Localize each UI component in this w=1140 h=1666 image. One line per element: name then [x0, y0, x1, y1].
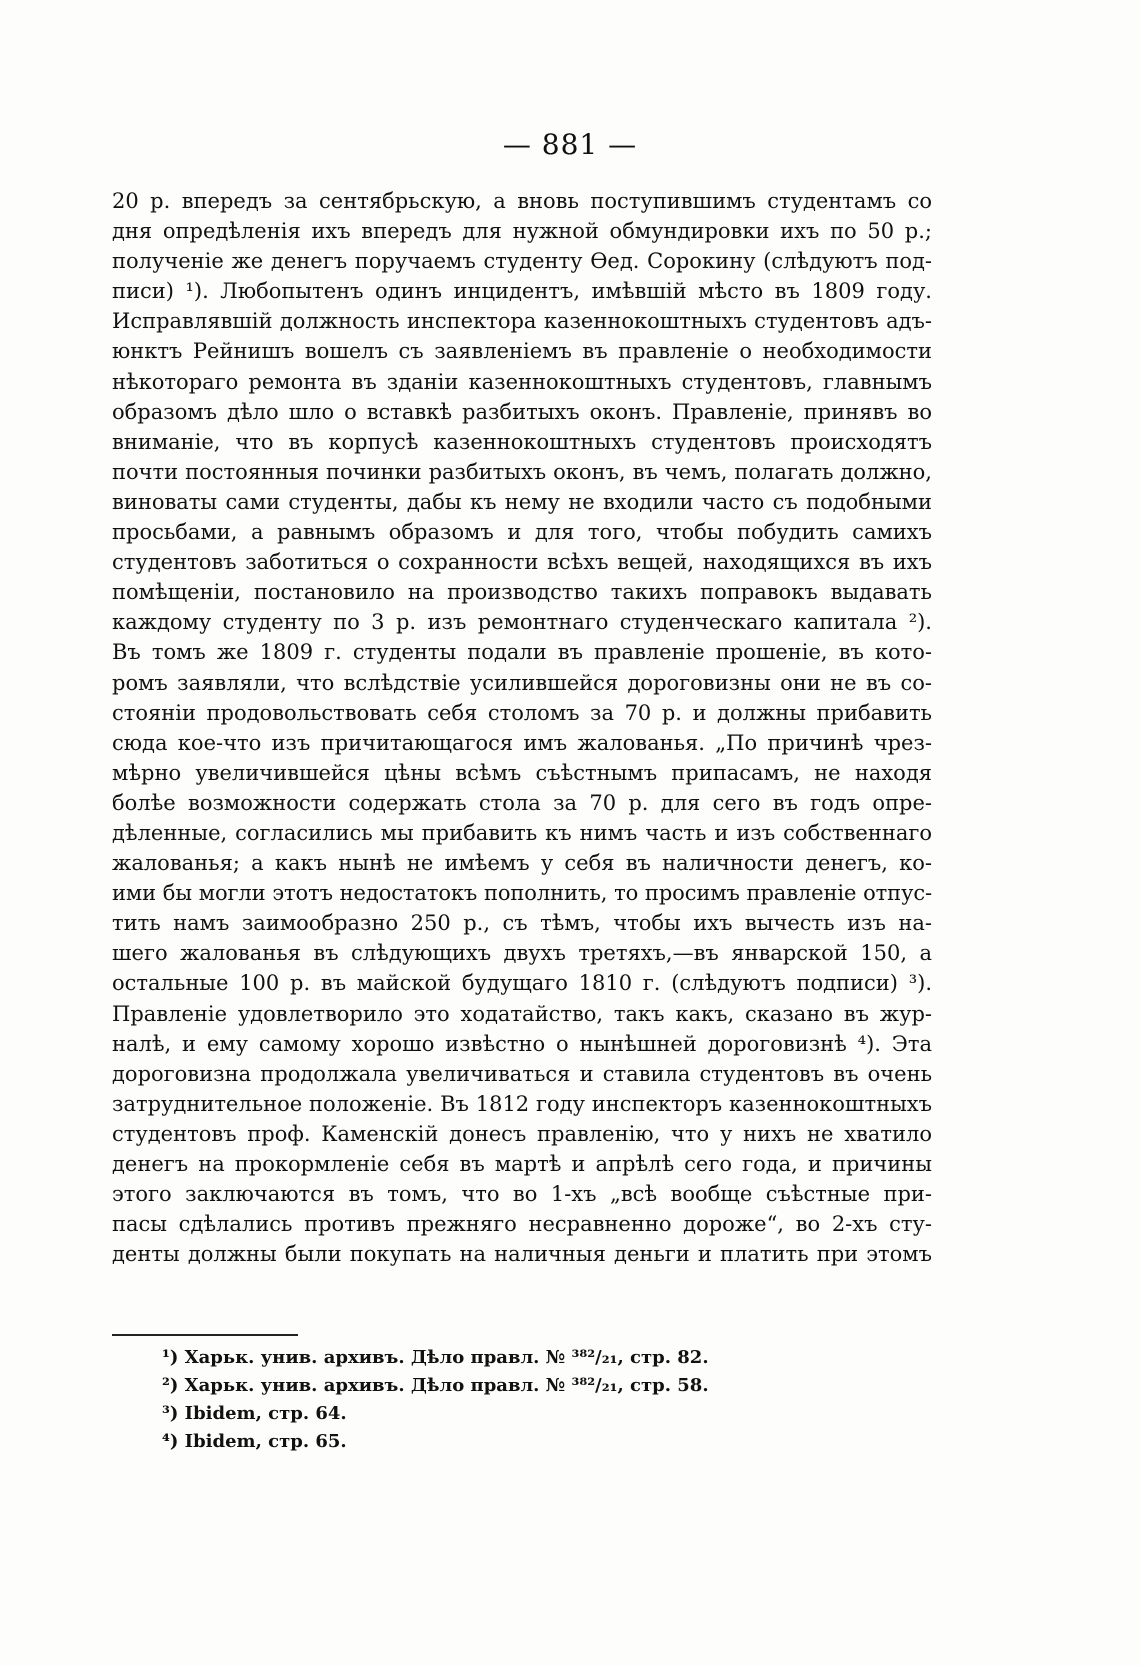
footnotes — [162, 1344, 862, 1456]
body-text — [112, 186, 932, 1269]
footnote: ¹) Харьк. унив. архивъ. Дѣло правл. № ³⁸²/₂₁, стр. 82. — [162, 1347, 709, 1368]
text-line: мѣрно увеличившейся цѣны всѣмъ съѣстнымъ припасамъ, не находя — [112, 760, 932, 785]
text-line: просьбами, а равнымъ образомъ и для того, чтобы побудить самихъ — [112, 520, 932, 545]
text-line: писи) ¹). Любопытенъ одинъ инцидентъ, имѣвшій мѣсто въ 1809 году. — [112, 279, 932, 304]
text-line: Правленіе удовлетворило это ходатайство, такъ какъ, сказано въ жур- — [112, 1001, 932, 1026]
text-line: ими бы могли этотъ недостатокъ пополнить, то просимъ правленіе отпус- — [112, 881, 932, 906]
text-line: нѣкотораго ремонта въ зданіи казеннокоштныхъ студентовъ, главнымъ — [112, 369, 932, 394]
text-line: студентовъ проф. Каменскій донесъ правленію, что у нихъ не хватило — [112, 1121, 932, 1146]
text-line: юнктъ Рейнишъ вошелъ съ заявленіемъ въ правленіе о необходимости — [112, 339, 932, 364]
text-line: жалованья; а какъ нынѣ не имѣемъ у себя въ наличности денегъ, ко- — [112, 851, 932, 876]
text-line: этого заключаются въ томъ, что во 1-хъ „всѣ вообще съѣстные при- — [112, 1182, 932, 1207]
page-number: — 881 — — [502, 128, 638, 161]
text-line: дороговизна продолжала увеличиваться и ставила студентовъ въ очень — [112, 1061, 932, 1086]
text-line: болѣе возможности содержать стола за 70 р. для сего въ годъ опре- — [112, 790, 932, 815]
text-line: ромъ заявляли, что вслѣдствіе усилившейся дороговизны они не въ со- — [112, 670, 932, 695]
text-line: виноваты сами студенты, дабы къ нему не входили часто съ подобными — [112, 489, 932, 514]
text-line: Исправлявшій должность инспектора казеннокоштныхъ студентовъ адъ- — [112, 309, 932, 334]
text-line: шего жалованья въ слѣдующихъ двухъ третяхъ,—въ январской 150, а — [112, 941, 932, 966]
text-line: денегъ на прокормленіе себя въ мартѣ и апрѣлѣ сего года, и причины — [112, 1152, 932, 1176]
text-line: помѣщеніи, постановило на производство такихъ поправокъ выдавать — [112, 580, 932, 605]
text-line: 20 р. впередъ за сентябрьскую, а вновь поступившимъ студентамъ со — [112, 189, 932, 213]
text-line: дѣленные, согласились мы прибавить къ нимъ часть и изъ собственнаго — [112, 820, 932, 845]
text-line: студентовъ заботиться о сохранности всѣхъ вещей, находящихся въ ихъ — [112, 550, 932, 575]
text-line: налѣ, и ему самому хорошо извѣстно о нынѣшней дороговизнѣ ⁴). Эта — [112, 1031, 932, 1056]
text-line: полученіе же денегъ поручаемъ студенту Ѳед. Сорокину (слѣдуютъ под- — [112, 249, 932, 274]
text-line: сюда кое-что изъ причитающагося имъ жалованья. „По причинѣ чрез- — [112, 730, 932, 755]
text-line: пасы сдѣлались противъ прежняго несравненно дороже“, во 2-хъ сту- — [112, 1212, 932, 1237]
text-line: затруднительное положеніе. Въ 1812 году инспекторъ казеннокоштныхъ — [112, 1091, 932, 1116]
text-line: каждому студенту по 3 р. изъ ремонтнаго студенческаго капитала ²). — [112, 610, 932, 635]
text-line: образомъ дѣло шло о вставкѣ разбитыхъ оконъ. Правленіе, принявъ во — [112, 399, 932, 424]
text-line: вниманіе, что въ корпусѣ казеннокоштныхъ студентовъ происходятъ — [112, 429, 932, 454]
text-line: тить намъ заимообразно 250 р., съ тѣмъ, чтобы ихъ вычесть изъ на- — [112, 911, 932, 936]
text-line: остальные 100 р. въ майской будущаго 1810 г. (слѣдуютъ подписи) ³). — [112, 971, 932, 996]
text-line: денты должны были покупать на наличныя деньги и платить при этомъ — [112, 1242, 932, 1267]
footnote: ²) Харьк. унив. архивъ. Дѣло правл. № ³⁸²/₂₁, стр. 58. — [162, 1375, 709, 1396]
footnote: ⁴) Ibidem, стр. 65. — [162, 1431, 347, 1452]
text-line: почти постоянныя починки разбитыхъ оконъ, въ чемъ, полагать должно, — [112, 459, 932, 484]
text-line: дня опредѣленія ихъ впередъ для нужной обмундировки ихъ по 50 р.; — [112, 219, 932, 244]
footnote-divider — [112, 1334, 298, 1336]
footnote: ³) Ibidem, стр. 64. — [162, 1403, 347, 1424]
text-line: стояніи продовольствовать себя столомъ за 70 р. и должны прибавить — [112, 700, 932, 725]
text-line: Въ томъ же 1809 г. студенты подали въ правленіе прошеніе, въ кото- — [112, 640, 932, 665]
